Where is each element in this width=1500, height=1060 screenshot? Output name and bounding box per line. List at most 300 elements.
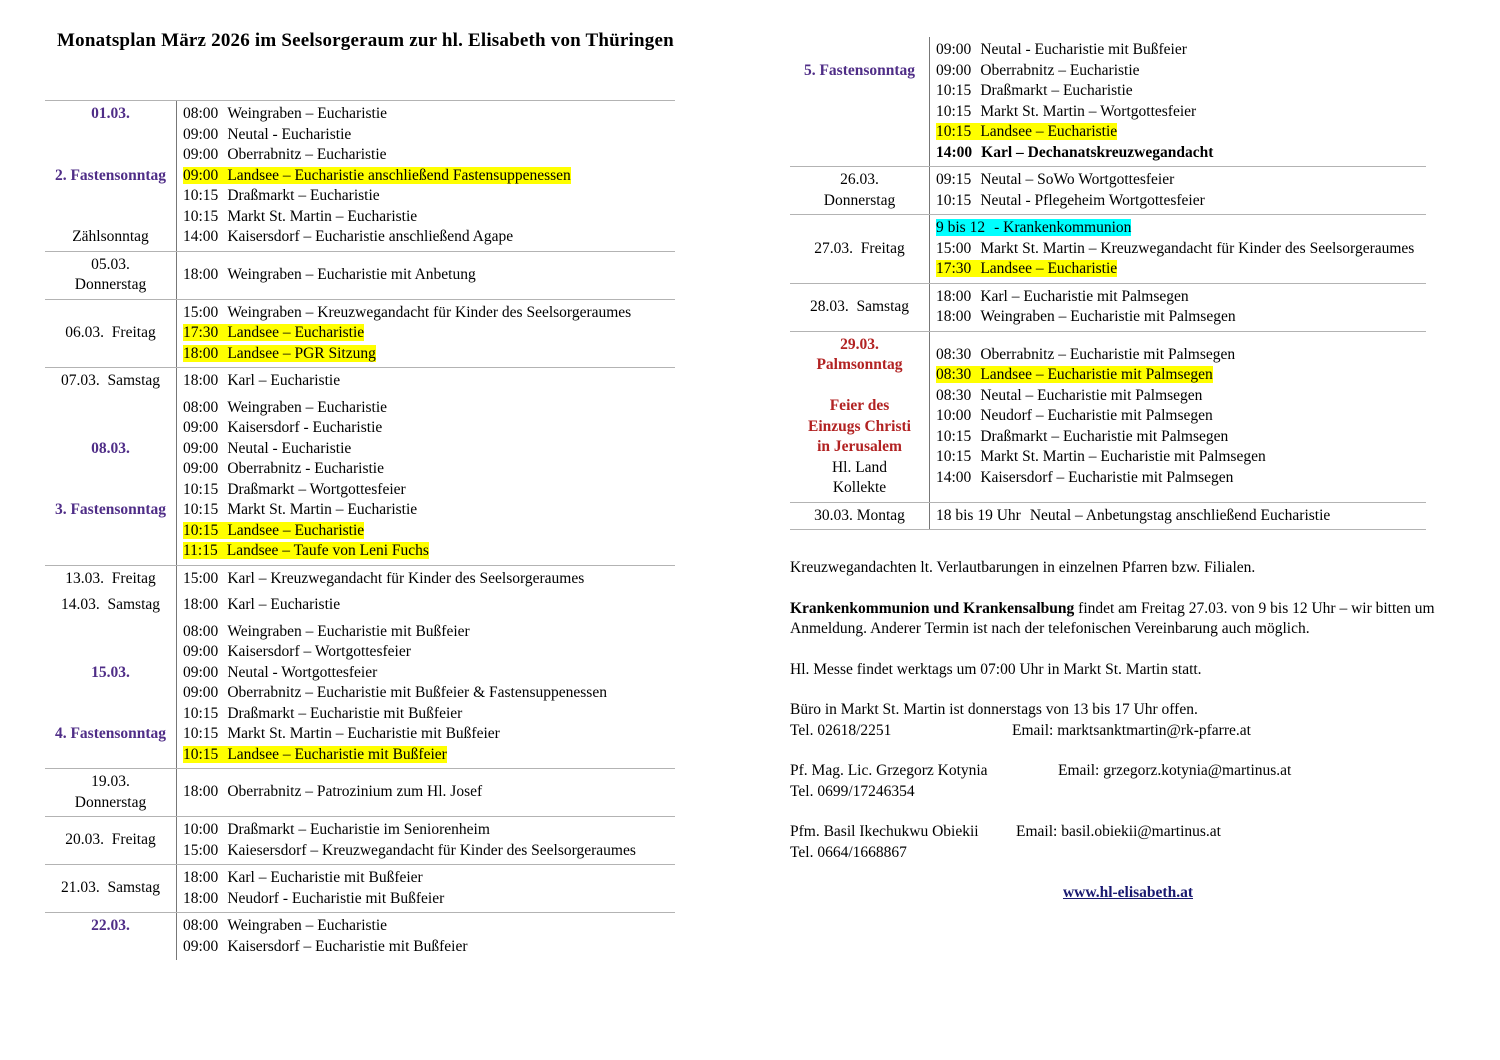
event-text xyxy=(936,41,1187,58)
event-time: 09:00 xyxy=(183,125,219,143)
note-krankenkommunion-rest: findet am Freitag 27.03. von 9 bis 12 Uhr – wir bitten um Anmeldung. Anderer Termin ist nach der telefonischen Vereinbarung auch möglich. xyxy=(790,599,1435,637)
event-line xyxy=(936,170,1422,191)
event-time: 09:00 xyxy=(183,643,219,660)
date-cell xyxy=(45,395,176,565)
event-text xyxy=(936,144,1213,161)
event-line xyxy=(183,820,671,841)
date-label: Einzugs Christi xyxy=(808,417,911,435)
event-desc: Neudorf - Eucharistie mit Bußfeier xyxy=(227,889,445,907)
event-time: 9 bis 12 xyxy=(936,219,986,236)
event-desc: Draßmarkt – Eucharistie im Seniorenheim xyxy=(227,821,490,838)
event-text xyxy=(183,440,351,457)
event-line xyxy=(936,506,1422,527)
event-time: 10:15 xyxy=(183,745,219,763)
date-label: 06.03. Freitag xyxy=(65,324,156,341)
event-text xyxy=(183,596,340,613)
date-label: 5. Fastensonntag xyxy=(803,61,916,79)
event-text xyxy=(183,399,387,416)
event-text xyxy=(183,643,411,660)
schedule-row xyxy=(790,167,1426,215)
event-text xyxy=(183,821,490,838)
date-label: 15.03. xyxy=(91,663,130,681)
event-line xyxy=(183,145,671,166)
schedule-row xyxy=(45,592,675,619)
schedule-row xyxy=(45,300,675,369)
event-line xyxy=(936,61,1422,82)
event-time: 10:15 xyxy=(936,427,972,445)
event-time: 18:00 xyxy=(183,869,219,886)
event-desc: Landsee – Eucharistie mit Bußfeier xyxy=(227,745,447,763)
page-title: Monatsplan März 2026 im Seelsorgeraum zur hl. Elisabeth von Thüringen xyxy=(57,30,674,51)
office-hours: Büro in Markt St. Martin ist donnerstags von 13 bis 17 Uhr offen. xyxy=(790,701,1198,718)
date-cell xyxy=(45,619,176,769)
date-cell xyxy=(790,503,929,530)
event-text xyxy=(183,460,384,477)
date-label xyxy=(46,398,175,419)
event-desc: Weingraben – Eucharistie mit Palmsegen xyxy=(980,308,1236,325)
event-text xyxy=(936,171,1174,188)
event-desc: Neutal - Pflegeheim Wortgottesfeier xyxy=(980,191,1205,209)
schedule-row xyxy=(45,566,675,593)
date-label xyxy=(46,541,175,562)
date-label: 22.03. xyxy=(91,917,130,934)
date-label: 29.03. xyxy=(840,335,879,353)
event-desc: Karl – Eucharistie xyxy=(227,372,341,389)
event-time: 08:30 xyxy=(936,386,972,404)
event-time: 09:00 xyxy=(936,41,972,58)
events-cell xyxy=(929,284,1426,331)
event-text xyxy=(183,938,468,955)
event-time: 09:00 xyxy=(183,166,219,184)
events-cell xyxy=(176,101,675,251)
event-line xyxy=(936,40,1422,61)
event-desc: Oberrabnitz – Eucharistie xyxy=(980,61,1140,79)
event-line xyxy=(183,521,671,542)
event-text xyxy=(936,387,1202,404)
event-desc: Markt St. Martin – Eucharistie mit Bußfeier xyxy=(227,725,500,742)
events-cell xyxy=(176,395,675,565)
date-label xyxy=(46,521,175,542)
date-cell xyxy=(45,566,176,593)
events-cell xyxy=(176,913,675,960)
date-label: 21.03. Samstag xyxy=(60,879,161,897)
date-label xyxy=(791,376,928,397)
event-desc: Karl – Kreuzwegandacht für Kinder des Seelsorgeraumes xyxy=(227,569,585,587)
event-text xyxy=(936,288,1189,305)
event-desc: Neudorf – Eucharistie mit Palmsegen xyxy=(980,407,1213,425)
event-highlight xyxy=(183,324,364,341)
priest2-name: Pfm. Basil Ikechukwu Obiekii xyxy=(790,823,979,840)
event-line xyxy=(183,344,671,365)
event-line xyxy=(183,916,671,937)
event-time: 10:00 xyxy=(936,407,972,425)
events-cell xyxy=(176,368,675,395)
event-line xyxy=(936,427,1422,448)
date-cell xyxy=(45,368,176,395)
event-line xyxy=(183,500,671,521)
event-line xyxy=(183,642,671,663)
event-time: 17:30 xyxy=(183,324,219,341)
event-desc: Markt St. Martin – Eucharistie xyxy=(227,207,418,225)
date-cell xyxy=(45,592,176,619)
date-cell xyxy=(45,769,176,816)
date-label xyxy=(46,125,175,146)
date-label xyxy=(46,745,175,766)
event-text xyxy=(936,192,1205,209)
event-time: 18:00 xyxy=(183,889,219,907)
event-text xyxy=(183,304,631,321)
event-line xyxy=(183,125,671,146)
event-time: 10:15 xyxy=(936,102,972,120)
event-time: 09:15 xyxy=(936,171,972,188)
event-text xyxy=(936,62,1140,79)
event-text xyxy=(183,105,387,122)
date-label xyxy=(46,186,175,207)
date-label: 19.03. xyxy=(91,773,130,790)
event-line xyxy=(183,937,671,958)
date-label xyxy=(46,480,175,501)
event-desc: Weingraben – Eucharistie mit Bußfeier xyxy=(227,622,470,640)
events-cell xyxy=(176,566,675,593)
date-label: 30.03. Montag xyxy=(814,506,905,524)
event-text xyxy=(183,146,387,163)
priest1-tel: Tel. 0699/17246354 xyxy=(790,782,915,800)
event-text xyxy=(936,448,1266,465)
event-desc: Oberrabnitz – Eucharistie xyxy=(227,146,387,163)
events-cell xyxy=(929,503,1426,530)
event-highlight xyxy=(936,260,1117,277)
date-cell xyxy=(45,252,176,299)
date-label xyxy=(791,122,928,143)
event-desc: Karl – Eucharistie mit Bußfeier xyxy=(227,869,423,886)
event-time: 09:00 xyxy=(936,61,972,79)
event-line xyxy=(183,186,671,207)
event-desc: Draßmarkt – Eucharistie mit Bußfeier xyxy=(227,704,463,722)
event-line xyxy=(183,207,671,228)
event-line xyxy=(936,307,1422,328)
events-cell xyxy=(176,592,675,619)
event-time: 09:00 xyxy=(183,684,219,701)
date-label: 01.03. xyxy=(91,105,130,122)
event-line xyxy=(936,406,1422,427)
date-label: 13.03. Freitag xyxy=(65,569,156,587)
schedule-row xyxy=(790,284,1426,332)
event-line xyxy=(936,191,1422,212)
schedule-row xyxy=(45,769,675,817)
event-desc: Landsee – Eucharistie xyxy=(980,123,1118,140)
event-line xyxy=(183,595,671,616)
date-label: Donnerstag xyxy=(74,276,147,293)
office-tel: Tel. 02618/2251 xyxy=(790,721,892,739)
event-time: 18:00 xyxy=(183,265,219,283)
date-label: Kollekte xyxy=(832,479,887,496)
date-label: 28.03. Samstag xyxy=(809,297,910,315)
event-line xyxy=(183,480,671,501)
date-label: 4. Fastensonntag xyxy=(54,725,167,742)
date-label: in Jerusalem xyxy=(817,438,902,455)
event-desc: Kaisersdorf - Eucharistie xyxy=(227,419,383,436)
event-highlight xyxy=(183,542,429,559)
date-label: 08.03. xyxy=(91,439,130,457)
event-line xyxy=(183,323,671,344)
priest2-email: Email: basil.obiekii@martinus.at xyxy=(1016,823,1221,840)
date-label xyxy=(46,145,175,166)
event-line xyxy=(183,704,671,725)
event-desc: - Krankenkommunion xyxy=(994,219,1132,236)
event-text xyxy=(183,208,417,225)
event-line xyxy=(936,259,1422,280)
event-line xyxy=(183,265,671,286)
event-highlight xyxy=(183,345,376,362)
event-desc: Landsee – Eucharistie anschließend Fastensuppenessen xyxy=(227,166,571,184)
priest2-tel: Tel. 0664/1668867 xyxy=(790,843,907,861)
event-desc: Neutal - Wortgottesfeier xyxy=(227,663,378,681)
event-line xyxy=(936,287,1422,308)
event-time: 18:00 xyxy=(936,287,972,305)
date-label: Palmsonntag xyxy=(816,356,903,373)
date-label: 2. Fastensonntag xyxy=(54,166,167,184)
event-time: 18:00 xyxy=(183,783,219,801)
priest1-email: Email: grzegorz.kotynia@martinus.at xyxy=(1058,762,1292,779)
event-time: 10:15 xyxy=(183,704,219,722)
event-time: 09:00 xyxy=(183,419,219,436)
event-time: 10:00 xyxy=(183,821,219,838)
event-text xyxy=(183,869,423,886)
date-label: 05.03. xyxy=(91,255,130,273)
date-label: Donnerstag xyxy=(74,793,147,811)
event-time: 10:15 xyxy=(183,501,219,518)
event-text xyxy=(183,481,406,498)
event-text xyxy=(183,725,500,742)
event-line xyxy=(936,122,1422,143)
event-line xyxy=(183,663,671,684)
schedule-row xyxy=(45,817,675,865)
date-label xyxy=(46,937,175,958)
event-time: 18:00 xyxy=(183,372,219,389)
event-desc: Landsee – Eucharistie mit Palmsegen xyxy=(980,366,1213,384)
event-line xyxy=(183,569,671,590)
date-label: 07.03. Samstag xyxy=(60,372,161,389)
event-time: 15:00 xyxy=(183,569,219,587)
event-text xyxy=(936,82,1133,99)
event-desc: Kaisersdorf – Wortgottesfeier xyxy=(227,643,411,660)
events-cell xyxy=(176,252,675,299)
event-time: 15:00 xyxy=(183,303,219,321)
note-krankenkommunion-bold: Krankenkommunion und Krankensalbung xyxy=(790,599,1075,617)
event-desc: Weingraben – Eucharistie xyxy=(227,105,388,122)
event-text xyxy=(183,890,444,907)
date-cell xyxy=(790,332,929,502)
event-desc: Weingraben – Eucharistie xyxy=(227,917,388,934)
date-label: Donnerstag xyxy=(823,191,896,209)
event-time: 11:15 xyxy=(183,542,218,559)
event-highlight xyxy=(183,167,571,184)
date-label xyxy=(46,622,175,643)
event-desc: Draßmarkt – Eucharistie mit Palmsegen xyxy=(980,427,1229,445)
schedule-row xyxy=(45,101,675,252)
date-label xyxy=(46,683,175,704)
schedule-row xyxy=(790,503,1426,531)
date-label: 20.03. Freitag xyxy=(65,831,156,849)
event-time: 17:30 xyxy=(936,260,972,277)
event-desc: Markt St. Martin – Kreuzwegandacht für Kinder des Seelsorgeraumes xyxy=(980,239,1415,257)
event-text xyxy=(936,346,1235,363)
event-line xyxy=(183,622,671,643)
date-cell xyxy=(45,300,176,368)
date-label: 27.03. Freitag xyxy=(814,239,905,257)
event-line xyxy=(183,782,671,803)
event-text xyxy=(183,783,482,800)
notes-section xyxy=(790,558,1466,904)
event-line xyxy=(936,81,1422,102)
schedule-row xyxy=(45,865,675,913)
event-text xyxy=(183,372,340,389)
event-desc: Draßmarkt – Wortgottesfeier xyxy=(227,480,406,498)
event-line xyxy=(183,745,671,766)
event-desc: Karl – Dechanatskreuzwegandacht xyxy=(981,143,1214,161)
note-messe: Hl. Messe findet werktags um 07:00 Uhr in Markt St. Martin statt. xyxy=(790,660,1202,678)
events-cell xyxy=(176,300,675,368)
event-text xyxy=(936,240,1414,257)
event-desc: Landsee – PGR Sitzung xyxy=(227,344,376,362)
schedule-row xyxy=(45,619,675,770)
event-line xyxy=(936,239,1422,260)
events-cell xyxy=(176,769,675,816)
event-time: 08:00 xyxy=(183,398,219,416)
event-time: 10:15 xyxy=(936,191,972,209)
schedule-row xyxy=(45,368,675,395)
date-label xyxy=(791,81,928,102)
event-line xyxy=(936,386,1422,407)
event-time: 18:00 xyxy=(183,596,219,613)
event-desc: Markt St. Martin – Eucharistie mit Palmsegen xyxy=(980,448,1266,466)
schedule-row xyxy=(45,395,675,566)
event-line xyxy=(183,459,671,480)
event-highlight xyxy=(183,522,364,539)
event-time: 09:00 xyxy=(183,663,219,681)
event-text xyxy=(936,428,1228,445)
date-label: 14.03. Samstag xyxy=(60,596,161,613)
event-highlight xyxy=(183,746,447,763)
date-label: 26.03. xyxy=(840,171,879,188)
event-line xyxy=(936,218,1422,239)
event-line xyxy=(183,227,671,248)
event-desc: Kaisersdorf – Eucharistie mit Palmsegen xyxy=(980,468,1234,486)
event-time: 14:00 xyxy=(183,228,219,245)
event-desc: Oberrabnitz – Eucharistie mit Palmsegen xyxy=(980,345,1236,363)
event-text xyxy=(183,705,462,722)
event-desc: Weingraben – Kreuzwegandacht für Kinder des Seelsorgeraumes xyxy=(227,303,632,321)
event-time: 10:15 xyxy=(936,448,972,466)
event-desc: Weingraben – Eucharistie xyxy=(227,398,388,416)
date-cell xyxy=(45,101,176,251)
event-desc: Neutal - Eucharistie xyxy=(227,439,352,457)
event-time: 18:00 xyxy=(936,308,972,325)
date-cell xyxy=(45,913,176,960)
event-desc: Neutal – SoWo Wortgottesfeier xyxy=(980,171,1175,188)
event-text xyxy=(936,308,1236,325)
schedule-row xyxy=(790,37,1426,167)
event-line xyxy=(936,345,1422,366)
date-label xyxy=(46,459,175,480)
event-time: 09:00 xyxy=(183,937,219,955)
schedule-row xyxy=(790,332,1426,503)
date-cell xyxy=(45,865,176,912)
event-time: 18:00 xyxy=(183,344,219,362)
event-highlight xyxy=(936,219,1131,236)
event-line xyxy=(183,104,671,125)
event-desc: Oberrabnitz – Patrozinium zum Hl. Josef xyxy=(227,783,483,801)
event-line xyxy=(936,143,1422,164)
event-line xyxy=(183,303,671,324)
event-time: 10:15 xyxy=(936,123,972,140)
event-text xyxy=(183,419,382,436)
event-text xyxy=(936,103,1196,120)
date-label: Hl. Land xyxy=(831,458,888,476)
event-line xyxy=(183,841,671,862)
events-cell xyxy=(929,332,1426,502)
event-text xyxy=(183,684,607,701)
event-desc: Oberrabnitz – Eucharistie mit Bußfeier & Fastensuppenessen xyxy=(227,684,607,701)
event-line xyxy=(183,439,671,460)
event-text xyxy=(936,507,1330,524)
event-desc: Landsee – Eucharistie xyxy=(980,260,1118,277)
event-line xyxy=(936,447,1422,468)
event-highlight xyxy=(936,366,1213,383)
event-desc: Landsee – Eucharistie xyxy=(227,521,365,539)
event-line xyxy=(936,365,1422,386)
date-cell xyxy=(790,37,929,166)
event-line xyxy=(183,541,671,562)
website-link[interactable]: www.hl-elisabeth.at xyxy=(1062,884,1194,901)
events-cell xyxy=(929,37,1426,166)
event-text xyxy=(183,570,584,587)
note-kreuzwegandachten: Kreuzwegandachten lt. Verlautbarungen in einzelnen Pfarren bzw. Filialen. xyxy=(790,559,1256,576)
event-line xyxy=(183,398,671,419)
event-desc: Kaisersdorf – Eucharistie mit Bußfeier xyxy=(227,937,468,955)
event-time: 14:00 xyxy=(936,468,972,486)
event-desc: Neutal - Eucharistie mit Bußfeier xyxy=(980,41,1187,58)
event-text xyxy=(183,126,351,143)
event-desc: Neutal – Eucharistie mit Palmsegen xyxy=(980,386,1203,404)
office-email: Email: marktsanktmartin@rk-pfarre.at xyxy=(1012,721,1251,739)
event-desc: Karl – Eucharistie mit Palmsegen xyxy=(980,287,1189,305)
event-text xyxy=(183,187,380,204)
event-time: 10:15 xyxy=(183,521,219,539)
event-desc: Landsee – Eucharistie xyxy=(227,324,365,341)
event-desc: Kaiesersdorf – Kreuzwegandacht für Kinder des Seelsorgeraumes xyxy=(227,841,636,859)
events-cell xyxy=(176,619,675,769)
event-time: 10:15 xyxy=(183,725,219,742)
event-line xyxy=(183,371,671,392)
events-cell xyxy=(176,865,675,912)
note-krankenkommunion xyxy=(790,599,1466,640)
event-time: 08:30 xyxy=(936,345,972,363)
date-cell xyxy=(45,817,176,864)
event-time: 10:15 xyxy=(183,187,219,204)
event-time: 09:00 xyxy=(183,146,219,163)
events-cell xyxy=(929,215,1426,283)
event-line xyxy=(183,418,671,439)
event-desc: Draßmarkt – Eucharistie xyxy=(227,187,380,204)
event-desc: Neutal - Eucharistie xyxy=(227,125,352,143)
event-time: 08:00 xyxy=(183,105,219,122)
date-cell xyxy=(790,284,929,331)
event-line xyxy=(183,166,671,187)
date-cell xyxy=(790,167,929,214)
event-text xyxy=(183,842,636,859)
event-highlight xyxy=(936,123,1117,140)
